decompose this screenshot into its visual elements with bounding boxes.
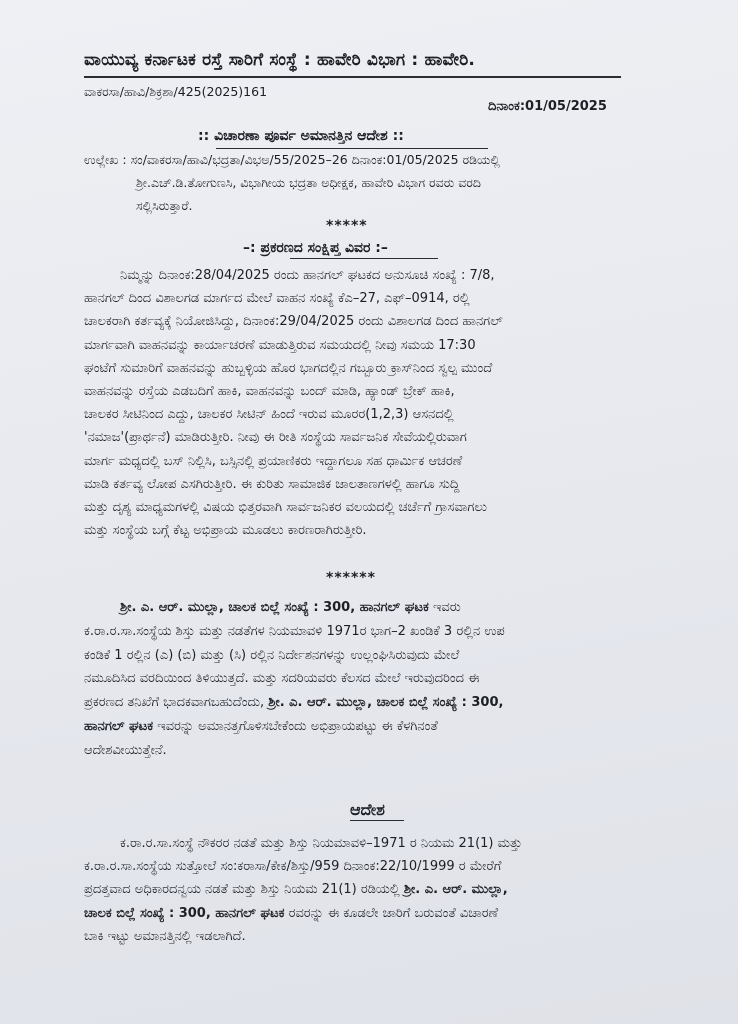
organization-title: ವಾಯುವ್ಯ ಕರ್ನಾಟಕ ರಸ್ತೆ ಸಾರಿಗೆ ಸಂಸ್ಥೆ : ಹಾವೇರಿ ವಿಭಾಗ : ಹಾವೇರಿ. bbox=[84, 50, 476, 70]
title-underline bbox=[84, 76, 621, 78]
document-date: ದಿನಾಂಕ:01/05/2025 bbox=[488, 99, 607, 114]
paragraph-line bbox=[84, 902, 659, 925]
employee-name-bold: ಶ್ರೀ. ಎ. ಆರ್. ಮುಲ್ಲಾ, bbox=[403, 882, 508, 898]
paragraph-line: ವಾಹನವನ್ನು ರಸ್ತೆಯ ಎಡಬದಿಗೆ ಹಾಕಿ, ವಾಹನವನ್ನು ಬಂದ್ ಮಾಡಿ, ಹ್ಯಾಂಡ್ ಬ್ರೇಕ್ ಹಾಕಿ, bbox=[84, 384, 455, 400]
order-paragraph bbox=[84, 832, 659, 948]
order-heading: :: ವಿಚಾರಣಾ ಪೂರ್ವ ಅಮಾನತ್ತಿನ ಆದೇಶ :: bbox=[198, 128, 404, 144]
paragraph-line: ನಿಮ್ಮನ್ನು ದಿನಾಂಕ:28/04/2025 ರಂದು ಹಾನಗಲ್ ಘಟಕದ ಅನುಸೂಚಿ ಸಂಖ್ಯೆ : 7/8, bbox=[120, 268, 495, 283]
summary-heading-underline bbox=[290, 258, 438, 259]
separator-stars: ****** bbox=[326, 570, 376, 586]
text-run: ಇವರನ್ನು ಅಮಾನತ್ತಗೊಳಿಸಬೇಕೆಂದು ಅಭಿಪ್ರಾಯಪಟ್ಟು ಈ ಕೆಳಗಿನಂತೆ bbox=[153, 718, 438, 734]
employee-name-bold: ಶ್ರೀ. ಎ. ಆರ್. ಮುಲ್ಲಾ, ಚಾಲಕ ಬಿಲ್ಲೆ ಸಂಖ್ಯೆ : 300, bbox=[268, 695, 504, 711]
reference-line: ಶ್ರೀ.ಎಚ್.ಡಿ.ತೋಗುಣಸಿ, ವಿಭಾಗೀಯ ಭದ್ರತಾ ಅಧೀಕ್ಷಕ, ಹಾವೇರಿ ವಿಭಾಗ ರವರು ವರದಿ bbox=[136, 175, 481, 190]
reference-line: ಉಲ್ಲೇಖ : ಸಂ/ವಾಕರಸಾ/ಹಾವಿ/ಭದ್ರತಾ/ವಿಭಅ/55/2025–26 ದಿನಾಂಕ:01/05/2025 ರಡಿಯಲ್ಲಿ bbox=[84, 152, 500, 167]
separator-stars: ***** bbox=[326, 218, 368, 234]
paragraph-line: ಬಾಕಿ ಇಟ್ಟು ಅಮಾನತ್ತಿನಲ್ಲಿ ಇಡಲಾಗಿದೆ. bbox=[84, 928, 246, 944]
findings-paragraph bbox=[84, 596, 659, 763]
paragraph-line: ಚಾಲಕರಾಗಿ ಕರ್ತವ್ಯಕ್ಕೆ ನಿಯೋಜಿಸಿದ್ದು, ದಿನಾಂಕ:29/04/2025 ರಂದು ವಿಶಾಲಗಡ ದಿಂದ ಹಾನಗಲ್ bbox=[84, 314, 503, 330]
paragraph-line: ಕಂಡಿಕೆ 1 ರಲ್ಲಿನ (ಎ) (ಬಿ) ಮತ್ತು (ಸಿ) ರಲ್ಲಿನ ನಿರ್ದೇಶನಗಳನ್ನು ಉಲ್ಲಂಘಿಸಿರುವುದು ಮೇಲೆ bbox=[84, 647, 460, 663]
paragraph-line: ಕ.ರಾ.ರ.ಸಾ.ಸಂಸ್ಥೆ ನೌಕರರ ನಡತೆ ಮತ್ತು ಶಿಸ್ತು ನಿಯಮಾವಳಿ–1971 ರ ನಿಯಮ 21(1) ಮತ್ತು bbox=[120, 836, 523, 851]
reference-number: ವಾಕರಸಾ/ಹಾವಿ/ಶಿಕ್ರಶಾ/425(2025)161 bbox=[84, 84, 268, 99]
paragraph-line: ಮಾರ್ಗವಾಗಿ ವಾಹನವನ್ನು ಕಾರ್ಯಾಚರಣೆ ಮಾಡುತ್ತಿರುವ ಸಮಯದಲ್ಲಿ ನೀವು ಸಮಯ 17:30 bbox=[84, 337, 476, 353]
order-title-underline bbox=[350, 820, 404, 821]
reference-block bbox=[84, 148, 644, 217]
depot-name-bold: ಹಾನಗಲ್ ಘಟಕ bbox=[84, 718, 154, 734]
text-run: ಇವರು bbox=[428, 600, 461, 615]
paragraph-line: ಮಾರ್ಗ ಮಧ್ಯದಲ್ಲಿ ಬಸ್ ನಿಲ್ಲಿಸಿ, ಬಸ್ಸಿನಲ್ಲಿ ಪ್ರಯಾಣಿಕರು ಇದ್ದಾಗಲೂ ಸಹ ಧಾರ್ಮಿಕ ಆಚರಣೆ bbox=[84, 453, 463, 469]
order-title: ಆದೇಶ bbox=[350, 800, 385, 819]
paragraph-line: ಆದೇಶವೀಯುತ್ತೇನೆ. bbox=[84, 742, 167, 758]
paragraph-line: ಮತ್ತು ದೃಶ್ಯ ಮಾಧ್ಯಮಗಳಲ್ಲಿ ವಿಷಯ ಭಿತ್ತರವಾಗಿ ಸಾರ್ವಜನಿಕರ ವಲಯದಲ್ಲಿ ಚರ್ಚೆಗೆ ಗ್ರಾಸವಾಗಲು bbox=[84, 500, 487, 516]
paragraph-line: ನಮೂದಿಸಿದ ವರದಿಯಿಂದ ತಿಳಿಯುತ್ತದೆ. ಮತ್ತು ಸದರಿಯವರು ಕೆಲಸದ ಮೇಲೆ ಇರುವುದರಿಂದ ಈ bbox=[84, 671, 480, 687]
case-summary-paragraph bbox=[84, 264, 659, 542]
paragraph-line: ಘಂಟೆಗೆ ಸುಮಾರಿಗೆ ವಾಹನವನ್ನು ಹುಬ್ಬಳ್ಳಿಯ ಹೊರ ಭಾಗದಲ್ಲಿನ ಗಬ್ಬೂರು ಕ್ರಾಸ್‌ನಿಂದ ಸ್ವಲ್ಪ ಮುಂದೆ bbox=[84, 360, 493, 376]
paragraph-line: 'ನಮಾಜ'(ಪ್ರಾರ್ಥನೆ) ಮಾಡಿರುತ್ತೀರಿ. ನೀವು ಈ ರೀತಿ ಸಂಸ್ಥೆಯ ಸಾರ್ವಜನಿಕ ಸೇವೆಯಲ್ಲಿರುವಾಗ bbox=[84, 430, 467, 446]
paragraph-line: ಹಾನಗಲ್ ದಿಂದ ವಿಶಾಲಗಡ ಮಾರ್ಗದ ಮೇಲೆ ವಾಹನ ಸಂಖ್ಯೆ ಕೆಎ–27, ಎಫ್–0914, ರಲ್ಲಿ bbox=[84, 291, 470, 307]
paragraph-line bbox=[84, 715, 659, 739]
paragraph-line: ಕ.ರಾ.ರ.ಸಾ.ಸಂಸ್ಥೆಯ ಶಿಸ್ತು ಮತ್ತು ನಡತೆಗಳ ನಿಯಮಾವಳಿ 1971ರ ಭಾಗ–2 ಖಂಡಿಕೆ 3 ರಲ್ಲಿನ ಉಪ bbox=[84, 623, 505, 639]
paragraph-line: ಚಾಲಕರ ಸೀಟಿನಿಂದ ಎದ್ದು, ಚಾಲಕರ ಸೀಟಿನ್ ಹಿಂದೆ ಇರುವ ಮೂರರ(1,2,3) ಆಸನದಲ್ಲಿ bbox=[84, 407, 454, 423]
paragraph-line bbox=[84, 691, 659, 715]
reference-line: ಸಲ್ಲಿಸಿರುತ್ತಾರೆ. bbox=[136, 198, 193, 213]
employee-name-bold: ಶ್ರೀ. ಎ. ಆರ್. ಮುಲ್ಲಾ, ಚಾಲಕ ಬಿಲ್ಲೆ ಸಂಖ್ಯೆ : 300, ಹಾನಗಲ್ ಘಟಕ bbox=[120, 600, 429, 615]
text-run: ಪ್ರದತ್ತವಾದ ಅಧಿಕಾರದನ್ವಯ ನಡತೆ ಮತ್ತು ಶಿಸ್ತು ನಿಯಮ 21(1) ರಡಿಯಲ್ಲಿ bbox=[84, 882, 404, 898]
paragraph-line: ಕ.ರಾ.ರ.ಸಾ.ಸಂಸ್ಥೆಯ ಸುತ್ತೋಲೆ ಸಂ:ಕರಾಸಾ/ಕೇಕ/ಶಿಸ್ತು/959 ದಿನಾಂಕ:22/10/1999 ರ ಮೇರೆಗೆ bbox=[84, 859, 502, 875]
summary-heading: –: ಪ್ರಕರಣದ ಸಂಕ್ಷಿಪ್ತ ವಿವರ :– bbox=[243, 240, 388, 256]
employee-badge-bold: ಚಾಲಕ ಬಿಲ್ಲೆ ಸಂಖ್ಯೆ : 300, ಹಾನಗಲ್ ಘಟಕ bbox=[84, 905, 285, 921]
text-run: ಪ್ರಕರಣದ ತನಿಖೆಗೆ ಭಾದಕವಾಗಬಹುದೆಂದು, bbox=[84, 695, 269, 711]
paragraph-line bbox=[84, 596, 659, 620]
text-run: ರವರನ್ನು ಈ ಕೂಡಲೇ ಜಾರಿಗೆ ಬರುವಂತೆ ವಿಚಾರಣೆ bbox=[284, 905, 499, 921]
paragraph-line: ಮಾಡಿ ಕರ್ತವ್ಯ ಲೋಪ ಎಸಗಿರುತ್ತೀರಿ. ಈ ಕುರಿತು ಸಾಮಾಜಿಕ ಜಾಲತಾಣಗಳಲ್ಲಿ ಹಾಗೂ ಸುದ್ದಿ bbox=[84, 476, 460, 492]
paragraph-line bbox=[84, 878, 659, 901]
paragraph-line: ಮತ್ತು ಸಂಸ್ಥೆಯ ಬಗ್ಗೆ ಕೆಟ್ಟ ಅಭಿಪ್ರಾಯ ಮೂಡಲು ಕಾರಣರಾಗಿರುತ್ತೀರಿ. bbox=[84, 523, 367, 539]
